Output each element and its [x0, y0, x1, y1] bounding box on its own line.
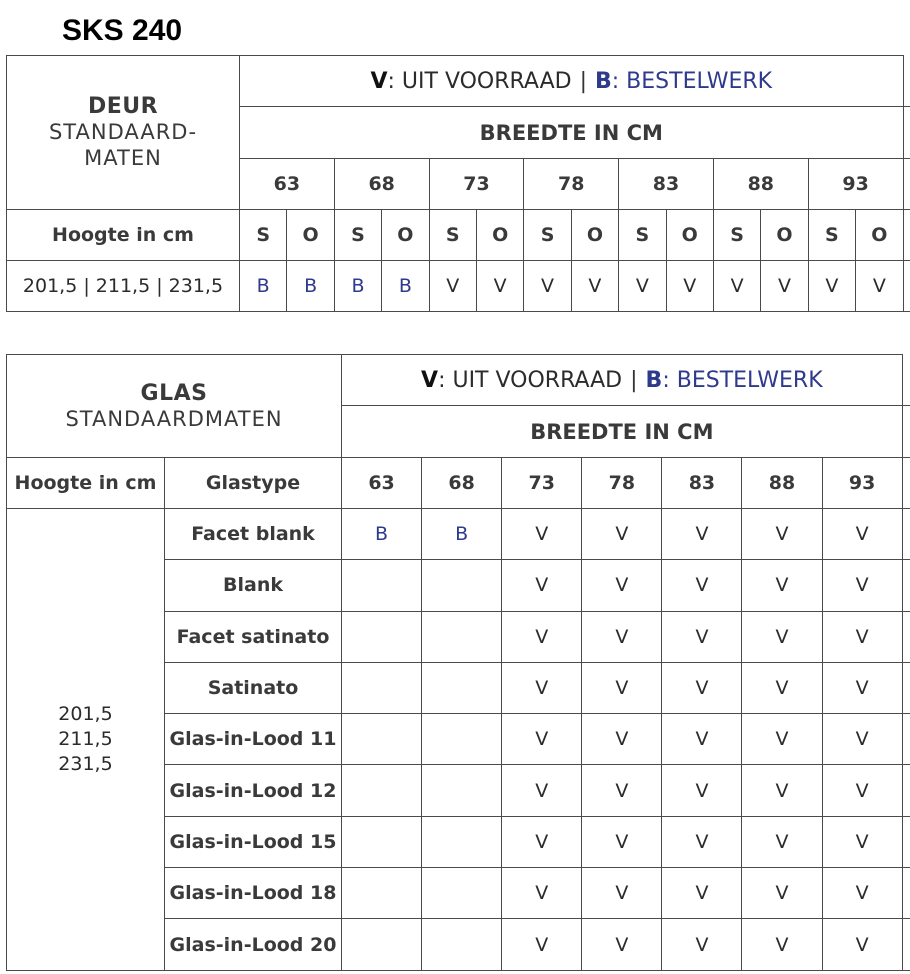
deur-width-78: 78: [524, 159, 619, 210]
deur-value-cell: V: [619, 261, 666, 312]
glas-width-63: 63: [342, 458, 422, 509]
deur-value-cell: B: [287, 261, 334, 312]
glas-value-cell: V: [742, 611, 822, 662]
glas-value-cell: V: [822, 765, 902, 816]
glas-value-cell: V: [662, 714, 742, 765]
legend-v-text: : UIT VOORRAAD: [387, 68, 572, 94]
glas-value-cell: V: [822, 816, 902, 867]
glas-edge: [902, 458, 910, 509]
glas-type-label: Glas-in-Lood 20: [165, 919, 342, 970]
glas-value-cell: V: [662, 560, 742, 611]
glas-subtitle: STANDAARDMATEN: [65, 406, 283, 431]
legend-v-key: V: [421, 367, 439, 393]
deur-subcol: O: [287, 210, 334, 261]
deur-subcol: S: [713, 210, 760, 261]
legend-separator: |: [579, 68, 587, 94]
deur-value-cell: V: [429, 261, 476, 312]
deur-subcol: O: [571, 210, 618, 261]
glas-title: GLAS: [140, 380, 208, 406]
glas-value-cell: V: [582, 714, 662, 765]
deur-edge: [903, 107, 910, 159]
glas-value-cell: [342, 816, 422, 867]
deur-edge: [903, 261, 910, 312]
glas-value-cell: V: [662, 662, 742, 713]
glas-value-cell: V: [502, 714, 582, 765]
glas-value-cell: V: [742, 765, 822, 816]
legend-separator: |: [630, 367, 638, 393]
glas-width-83: 83: [662, 458, 742, 509]
glas-value-cell: B: [342, 509, 422, 560]
glas-type-label: Glas-in-Lood 12: [165, 765, 342, 816]
glas-value-cell: V: [582, 662, 662, 713]
deur-value-cell: V: [808, 261, 855, 312]
glas-width-73: 73: [502, 458, 582, 509]
deur-subcol: O: [382, 210, 429, 261]
glas-type-label: Blank: [165, 560, 342, 611]
deur-edge: [903, 56, 910, 107]
legend-v-key: V: [370, 68, 388, 94]
glas-value-cell: [342, 662, 422, 713]
glas-edge: [902, 355, 910, 406]
glas-value-cell: V: [502, 919, 582, 970]
deur-subcol: O: [476, 210, 523, 261]
deur-subcol: O: [856, 210, 904, 261]
legend-b-text: : BESTELWERK: [662, 367, 823, 393]
deur-value-cell: V: [476, 261, 523, 312]
glas-value-cell: V: [662, 919, 742, 970]
glas-value-cell: V: [502, 765, 582, 816]
glas-value-cell: V: [662, 765, 742, 816]
deur-value-cell: V: [666, 261, 713, 312]
glas-value-cell: V: [502, 560, 582, 611]
glas-value-cell: V: [502, 662, 582, 713]
deur-subcol: S: [429, 210, 476, 261]
deur-subcol: O: [666, 210, 713, 261]
glas-value-cell: V: [502, 816, 582, 867]
glas-table: [6, 354, 910, 971]
glas-value-cell: V: [822, 560, 902, 611]
glas-value-cell: [342, 560, 422, 611]
deur-width-93: 93: [808, 159, 903, 210]
deur-width-68: 68: [334, 159, 429, 210]
glas-value-cell: V: [742, 816, 822, 867]
glas-value-cell: V: [822, 611, 902, 662]
glas-value-cell: V: [822, 868, 902, 919]
glas-value-cell: V: [662, 611, 742, 662]
deur-edge: [903, 210, 910, 261]
glas-value-cell: [422, 560, 502, 611]
glas-heights-cell: [7, 509, 165, 971]
glas-value-cell: V: [742, 868, 822, 919]
glas-edge: [902, 868, 910, 919]
glas-value-cell: [342, 919, 422, 970]
deur-value-cell: V: [713, 261, 760, 312]
deur-edge: [903, 159, 910, 210]
glas-value-cell: V: [822, 919, 902, 970]
deur-subcol: S: [240, 210, 287, 261]
glas-edge: [902, 714, 910, 765]
glas-width-78: 78: [582, 458, 662, 509]
glas-value-cell: V: [502, 868, 582, 919]
legend-b-key: B: [645, 367, 663, 393]
glas-value-cell: V: [582, 868, 662, 919]
table-row: [7, 509, 910, 560]
glas-value-cell: V: [742, 714, 822, 765]
glas-value-cell: V: [582, 560, 662, 611]
glas-value-cell: V: [582, 509, 662, 560]
deur-title: DEUR: [87, 94, 159, 119]
deur-subcol: S: [524, 210, 571, 261]
deur-width-88: 88: [713, 159, 808, 210]
deur-legend: [240, 56, 904, 107]
deur-value-cell: V: [856, 261, 904, 312]
deur-subcol: S: [808, 210, 855, 261]
glas-type-label: Glas-in-Lood 11: [165, 714, 342, 765]
glas-width-88: 88: [742, 458, 822, 509]
glas-value-cell: [422, 611, 502, 662]
glas-height-value: 201,5: [58, 702, 113, 725]
glas-value-cell: [422, 868, 502, 919]
glas-value-cell: V: [742, 560, 822, 611]
glas-value-cell: V: [582, 816, 662, 867]
glas-type-label: Facet blank: [165, 509, 342, 560]
glas-glastype-label: Glastype: [165, 458, 342, 509]
deur-height-label: Hoogte in cm: [7, 210, 240, 261]
glas-value-cell: V: [822, 509, 902, 560]
glas-height-value: 211,5: [58, 727, 113, 750]
deur-value-cell: B: [382, 261, 429, 312]
glas-width-68: 68: [422, 458, 502, 509]
glas-value-cell: V: [582, 919, 662, 970]
glas-value-cell: V: [662, 816, 742, 867]
glas-type-label: Satinato: [165, 662, 342, 713]
deur-value-cell: V: [524, 261, 571, 312]
glas-value-cell: V: [822, 662, 902, 713]
deur-table: [6, 55, 910, 312]
page-title: SKS 240: [62, 14, 183, 47]
glas-value-cell: V: [662, 868, 742, 919]
glas-value-cell: [422, 919, 502, 970]
glas-type-label: Facet satinato: [165, 611, 342, 662]
glas-edge: [902, 662, 910, 713]
deur-value-cell: B: [240, 261, 287, 312]
glas-type-label: Glas-in-Lood 15: [165, 816, 342, 867]
deur-subcol: S: [334, 210, 381, 261]
glas-value-cell: V: [662, 509, 742, 560]
glas-edge: [902, 611, 910, 662]
deur-subtitle: STANDAARD-MATEN: [48, 120, 198, 170]
glas-edge: [902, 509, 910, 560]
legend-b-key: B: [595, 68, 612, 94]
glas-value-cell: V: [582, 765, 662, 816]
glas-width-93: 93: [822, 458, 902, 509]
deur-value-cell: V: [761, 261, 808, 312]
deur-width-83: 83: [619, 159, 714, 210]
glas-height-value: 231,5: [58, 752, 113, 775]
deur-row-label: 201,5 | 211,5 | 231,5: [7, 261, 240, 312]
glas-value-cell: [342, 765, 422, 816]
deur-width-header: BREEDTE IN CM: [240, 107, 904, 159]
glas-type-label: Glas-in-Lood 18: [165, 868, 342, 919]
legend-b-text: : BESTELWERK: [611, 68, 773, 94]
glas-edge: [902, 816, 910, 867]
deur-subcol: O: [761, 210, 808, 261]
deur-width-63: 63: [240, 159, 335, 210]
glas-value-cell: [342, 714, 422, 765]
glas-value-cell: V: [502, 611, 582, 662]
glas-value-cell: V: [582, 611, 662, 662]
glas-value-cell: [342, 868, 422, 919]
glas-edge: [902, 406, 910, 458]
glas-edge: [902, 765, 910, 816]
glas-value-cell: V: [502, 509, 582, 560]
glas-value-cell: [422, 714, 502, 765]
deur-value-cell: V: [571, 261, 618, 312]
glas-width-header: BREEDTE IN CM: [342, 406, 903, 458]
glas-value-cell: V: [822, 714, 902, 765]
glas-value-cell: B: [422, 509, 502, 560]
deur-width-73: 73: [429, 159, 524, 210]
glas-value-cell: V: [742, 919, 822, 970]
glas-value-cell: V: [742, 662, 822, 713]
legend-v-text: : UIT VOORRAAD: [438, 367, 623, 393]
glas-value-cell: [422, 816, 502, 867]
deur-subcol: S: [619, 210, 666, 261]
glas-value-cell: [342, 611, 422, 662]
glas-title-cell: [7, 355, 342, 458]
glas-legend: [342, 355, 903, 406]
glas-value-cell: [422, 662, 502, 713]
deur-title-cell: [7, 56, 240, 210]
glas-value-cell: [422, 765, 502, 816]
deur-value-cell: B: [334, 261, 381, 312]
glas-edge: [902, 919, 910, 970]
glas-value-cell: V: [742, 509, 822, 560]
glas-edge: [902, 560, 910, 611]
glas-height-label: Hoogte in cm: [7, 458, 165, 509]
